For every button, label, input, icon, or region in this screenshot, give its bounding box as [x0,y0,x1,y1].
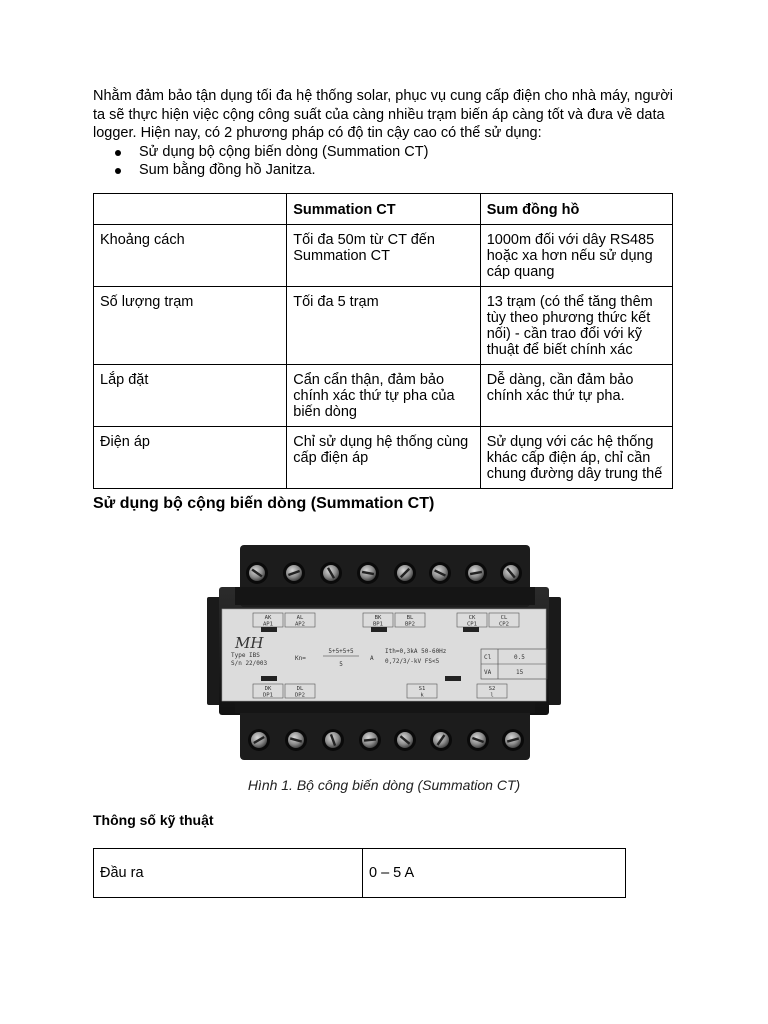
terminal-label: DL [296,686,304,692]
rating-line-2: 0,72/3/-kV FS<5 [385,658,440,665]
table-cell: Khoảng cách [94,225,287,287]
table-cell: 13 trạm (có thể tăng thêm tùy theo phương thức kết nối) - cần trao đổi với kỹ thuật để biết chính xác [480,287,672,365]
brand-logo: MH [235,634,264,652]
header-cell: Summation CT [287,194,480,225]
kn-numerator: 5+5+5+5 [328,648,354,655]
terminal-label: AP2 [294,621,306,628]
svg-text:Cl: Cl [484,654,492,661]
table-cell: Lắp đặt [94,365,287,427]
table-row [94,849,626,898]
terminal-label: BK [374,615,382,621]
table-cell: Tối đa 5 trạm [287,287,480,365]
header-cell [94,194,287,225]
rating-line-1: Ith=0,3kA 50-60Hz [385,648,447,655]
table-cell: Đầu ra [94,849,363,898]
bullet-icon [115,168,121,174]
table-cell: Sử dụng với các hệ thống khác cấp điện áp, chỉ cần chung đường dây trung thế [480,427,672,489]
type-line: Type IBS [231,652,260,659]
intro-section [93,87,673,180]
list-item: Sum bằng đồng hồ Janitza. [93,161,673,180]
terminal-label: S2 [488,686,496,692]
terminal-label: AP1 [262,621,274,628]
svg-text:15: 15 [516,669,524,676]
svg-text:0.5: 0.5 [514,654,525,661]
comparison-table [93,193,673,489]
method-list [93,143,673,180]
table-row [94,287,673,365]
summation-ct-photo [195,535,573,770]
terminal-label: S1 [418,686,426,692]
terminal-label: DP1 [262,692,274,699]
table-cell: Điện áp [94,427,287,489]
terminal-label: l [490,692,494,699]
table-cell: Tối đa 50m từ CT đến Summation CT [287,225,480,287]
list-item: Sử dụng bộ cộng biến dòng (Summation CT) [93,143,673,162]
table-row [94,225,673,287]
terminal-label: k [420,692,424,699]
terminal-label: DP2 [294,692,306,699]
terminal-label: BL [406,615,414,621]
header-cell: Sum đồng hồ [480,194,672,225]
table-cell: 1000m đối với dây RS485 hoặc xa hơn nếu sử dụng cáp quang [480,225,672,287]
kn-unit: A [370,655,374,662]
kn-denominator: 5 [339,661,343,668]
table-cell: 0 – 5 A [363,849,626,898]
terminal-label: AL [296,615,304,621]
terminal-label: CP2 [498,621,510,628]
figure-caption: Hình 1. Bộ công biến dòng (Summation CT) [247,777,521,793]
terminal-label: CP1 [466,621,478,628]
svg-text:VA: VA [484,669,492,676]
table-cell: Số lượng trạm [94,287,287,365]
table-row [94,427,673,489]
terminal-label: AK [264,615,272,621]
table-row [94,365,673,427]
spec-heading: Thông số kỹ thuật [93,812,214,828]
section-heading: Sử dụng bộ cộng biến dòng (Summation CT) [93,495,435,512]
terminal-label: CK [468,615,476,621]
table-cell: Cẩn cẩn thận, đảm bảo chính xác thứ tự pha của biến dòng [287,365,480,427]
terminal-label: BP1 [372,621,384,628]
terminal-label: BP2 [404,621,416,628]
terminal-label: DK [264,686,272,692]
terminal-label: CL [500,615,508,621]
spec-table [93,848,626,898]
kn-label: Kn= [295,655,306,662]
table-cell: Dễ dàng, cần đảm bảo chính xác thứ tự pha. [480,365,672,427]
serial-line: S/n 22/003 [231,660,268,667]
table-cell: Chỉ sử dụng hệ thống cùng cấp điện áp [287,427,480,489]
intro-paragraph: Nhằm đảm bảo tận dụng tối đa hệ thống solar, phục vụ cung cấp điện cho nhà máy, người ta sẽ thực hiện việc cộng công suất của càng nhiều trạm biến áp càng tốt và đưa về data logger. Hiện nay, có 2 phương pháp có độ tin cậy cao có thể sử dụng: [93,88,673,141]
table-header-row [94,194,673,225]
bullet-icon [115,150,121,156]
